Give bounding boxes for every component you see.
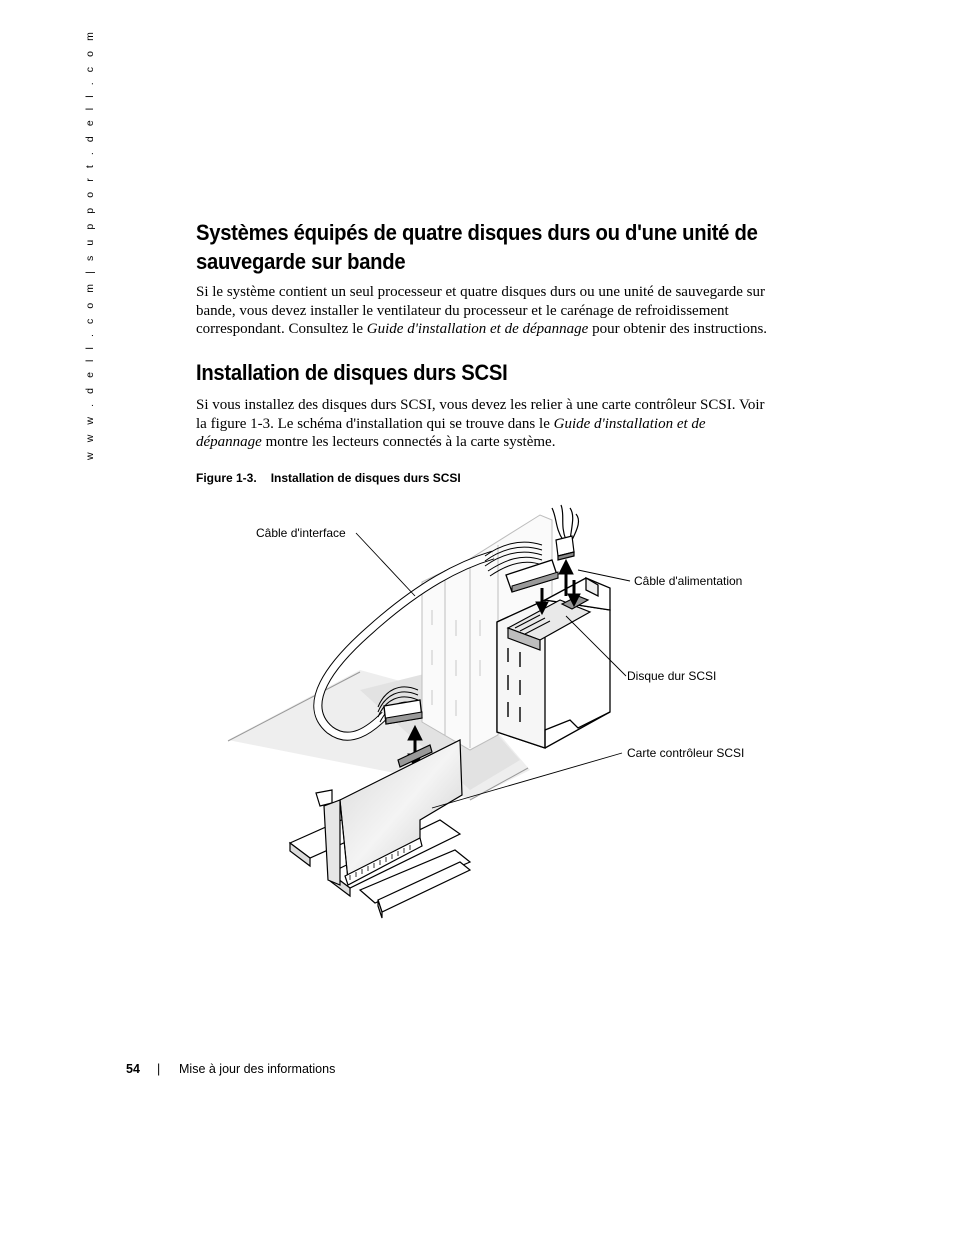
paragraph-text: Si le système contient un seul processeur et quatre disques durs ou une unité de sauvegarde sur bande, vous devez installer le ventilateur du processeur et le carénage de refroidissement correspondant. Consultez le	[196, 284, 766, 337]
section-heading-four-drives: Systèmes équipés de quatre disques durs ou d'une unité de sauvegarde sur bande	[196, 220, 758, 274]
side-url-text: w w w . d e l l . c o m | s u p p o r t . d e l l . c o m	[84, 28, 96, 460]
page-number: 54	[126, 1062, 140, 1076]
paragraph-text: montre les lecteurs connectés à la carte système.	[261, 434, 556, 450]
footer-separator: |	[157, 1062, 161, 1076]
guide-reference: Guide d'installation et de dépannage	[366, 321, 589, 337]
callout-interface-cable: Câble d'interface	[256, 526, 346, 540]
footer-chapter: Mise à jour des informations	[179, 1062, 336, 1076]
section-heading-scsi: Installation de disques durs SCSI	[196, 360, 508, 385]
callout-scsi-card: Carte contrôleur SCSI	[627, 746, 745, 760]
figure-title: Installation de disques durs SCSI	[270, 471, 461, 485]
power-connector	[552, 505, 579, 560]
callout-power-cable: Câble d'alimentation	[634, 574, 743, 588]
paragraph-text: Si vous installez des disques durs SCSI, vous devez les relier à une carte contrôleur SCSI. Voir la figure 1-3. Le schéma d'installation qui se trouve dans le	[196, 397, 765, 432]
callout-scsi-drive: Disque dur SCSI	[627, 669, 717, 683]
figure-number: Figure 1-3.	[196, 471, 257, 485]
paragraph-text: pour obtenir des instructions.	[588, 321, 768, 337]
guide-reference: Guide d'installation et de dépannage	[196, 415, 706, 450]
